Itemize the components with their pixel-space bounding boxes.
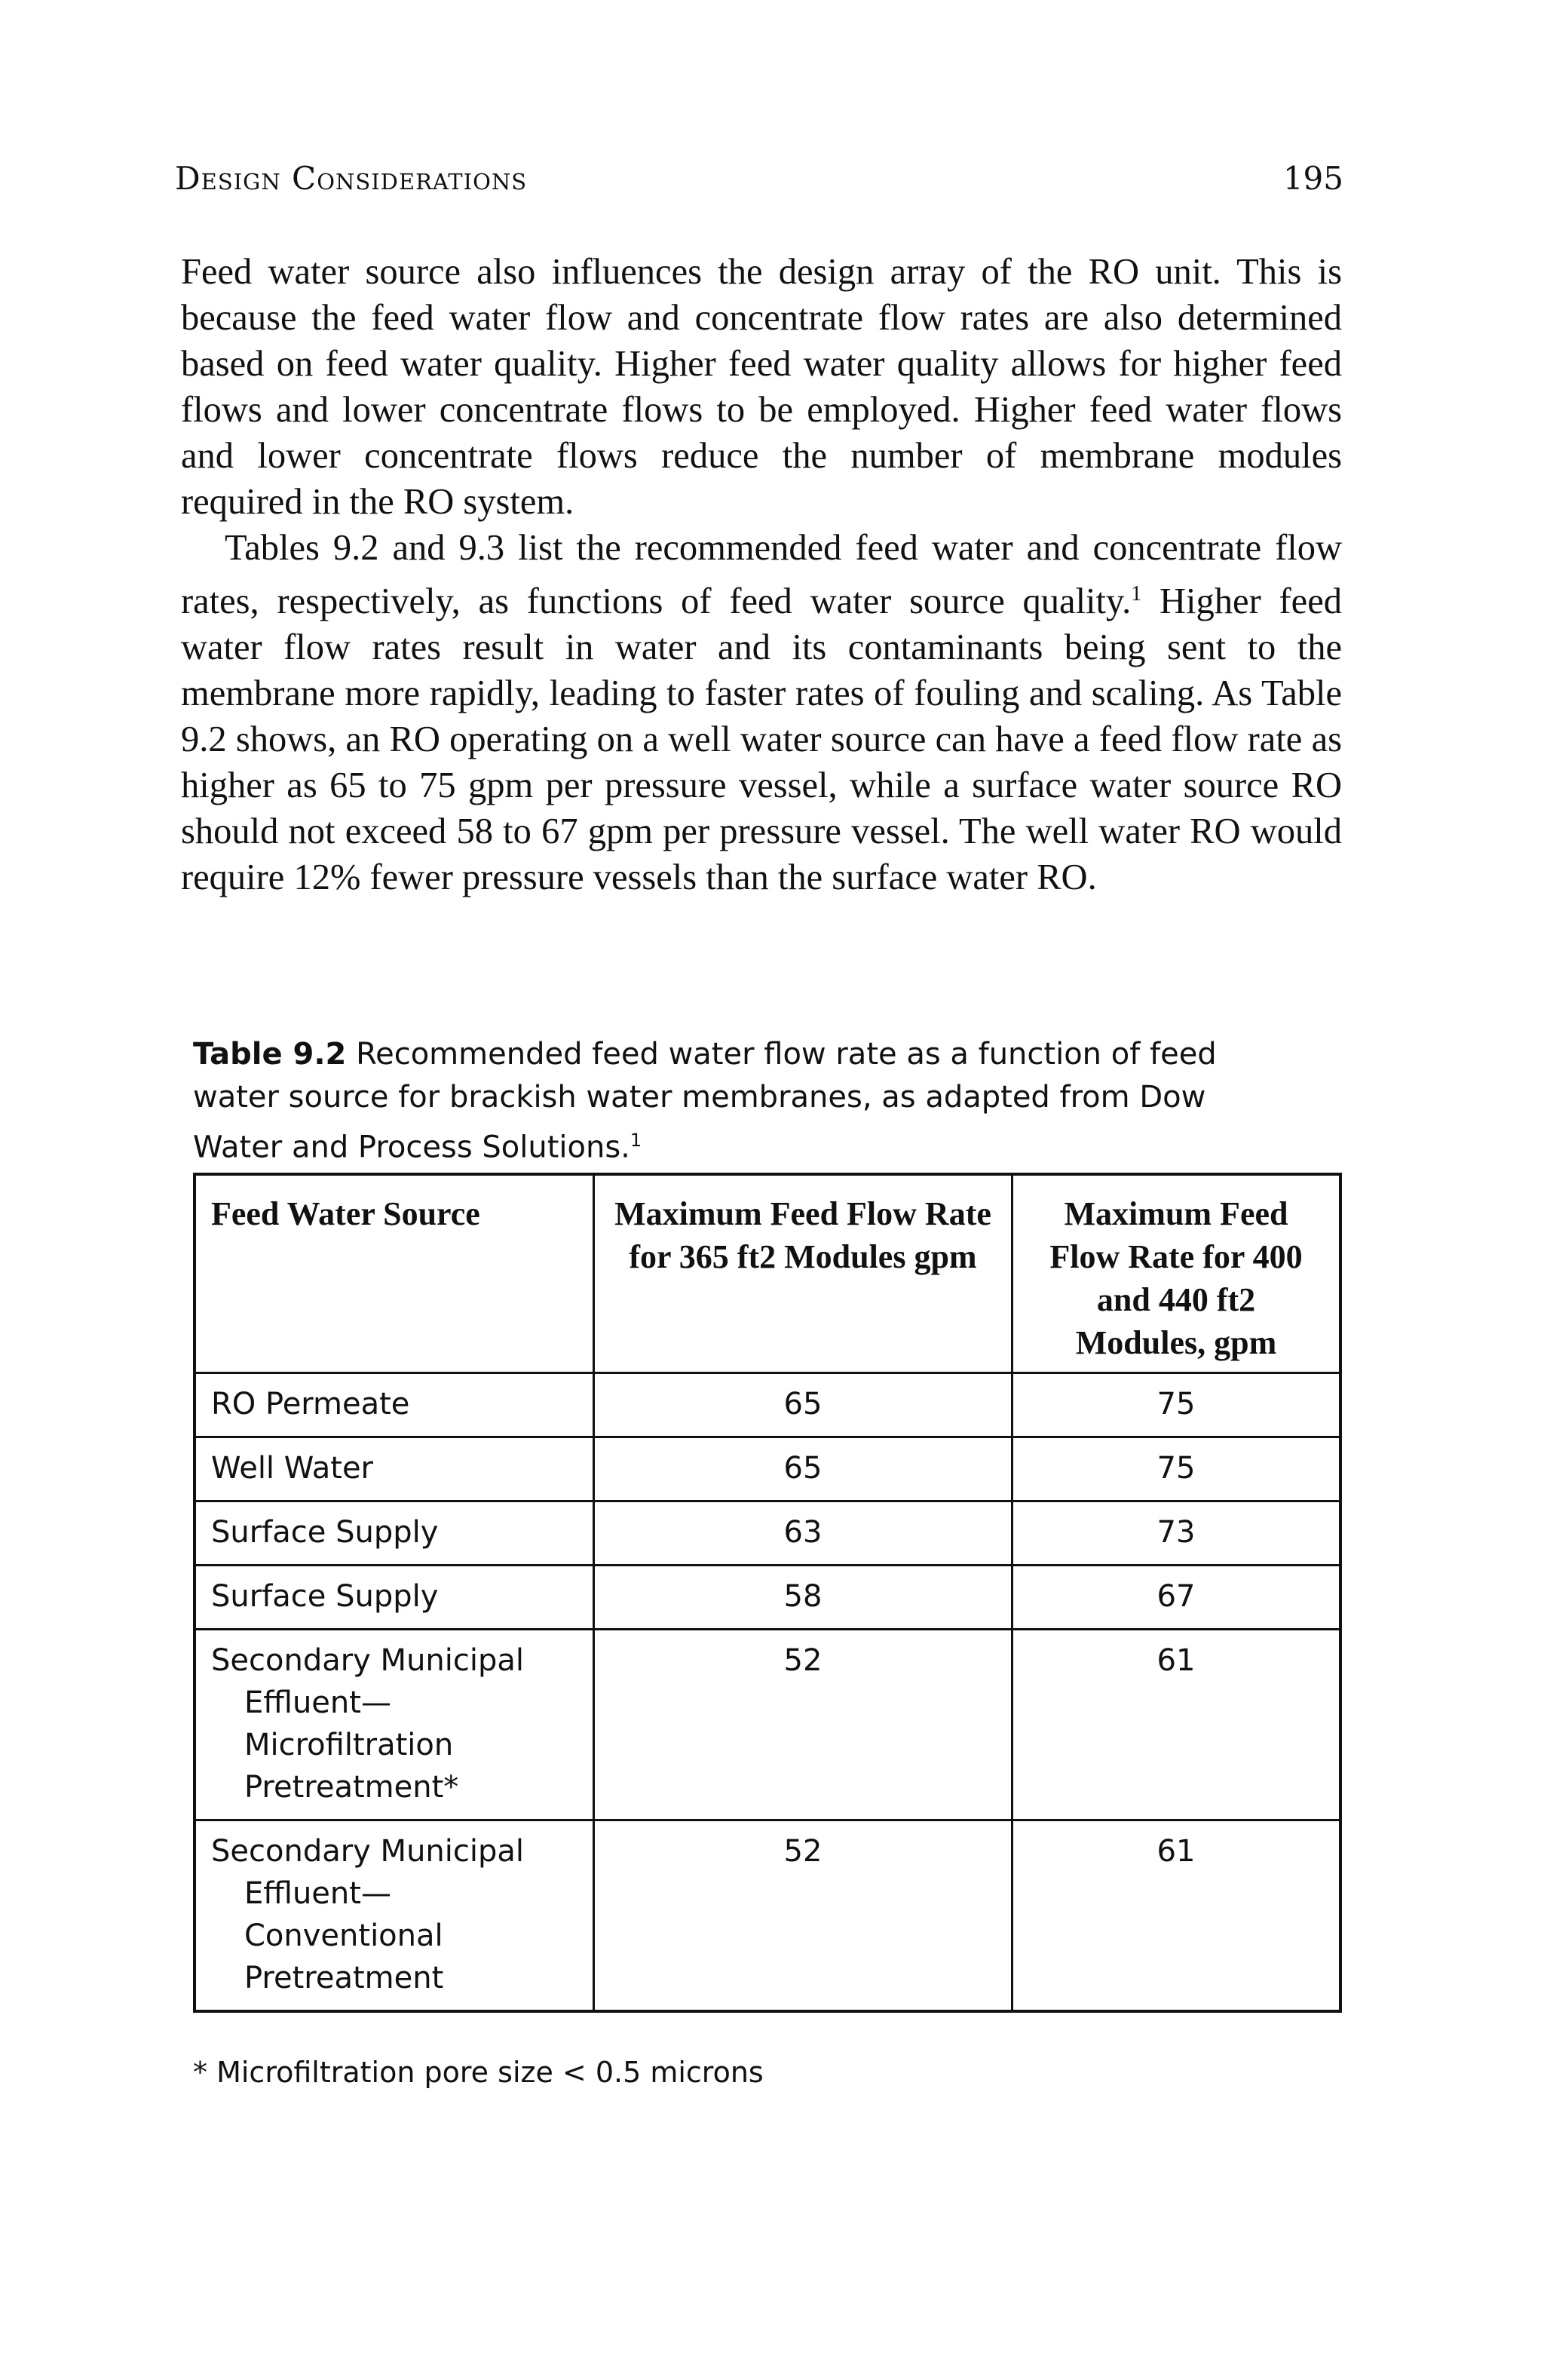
source-name: Surface Supply — [211, 1579, 439, 1614]
cell-flow-400-440: 75 — [1012, 1437, 1341, 1501]
source-name: Well Water — [211, 1451, 373, 1486]
cell-flow-365: 63 — [594, 1501, 1012, 1566]
source-name-continued: Conventional — [244, 1918, 443, 1953]
flow-rate-table — [193, 1173, 1342, 2013]
header-400-440-modules: Maximum Feed Flow Rate for 400 and 440 ft2 Modules, gpm — [1012, 1174, 1341, 1373]
table-row — [195, 1566, 1340, 1630]
cell-feed-water-source — [195, 1373, 594, 1437]
table-footnote: * Microfiltration pore size < 0.5 microns — [193, 2056, 764, 2089]
cell-flow-365: 52 — [594, 1630, 1012, 1820]
running-header — [175, 160, 1343, 205]
body-text — [181, 249, 1342, 900]
table-row — [195, 1437, 1340, 1501]
source-name: Secondary Municipal — [211, 1643, 524, 1678]
header-365-modules: Maximum Feed Flow Rate for 365 ft2 Modules gpm — [594, 1174, 1012, 1373]
cell-flow-400-440: 61 — [1012, 1820, 1341, 2012]
table-caption — [193, 1033, 1279, 1169]
cell-flow-365: 65 — [594, 1373, 1012, 1437]
table-header-row — [195, 1174, 1340, 1373]
cell-flow-400-440: 73 — [1012, 1501, 1341, 1566]
caption-reference-marker: 1 — [630, 1130, 642, 1151]
paragraph-2 — [181, 525, 1342, 900]
table-label: Table 9.2 — [193, 1037, 347, 1072]
table-body — [195, 1373, 1340, 2012]
cell-flow-365: 58 — [594, 1566, 1012, 1630]
page-number: 195 — [1282, 160, 1343, 197]
source-name: RO Permeate — [211, 1387, 410, 1422]
table-container — [193, 1173, 1342, 2013]
cell-feed-water-source — [195, 1501, 594, 1566]
cell-feed-water-source — [195, 1630, 594, 1820]
cell-feed-water-source — [195, 1437, 594, 1501]
table-row — [195, 1630, 1340, 1820]
cell-flow-400-440: 61 — [1012, 1630, 1341, 1820]
cell-flow-400-440: 75 — [1012, 1373, 1341, 1437]
running-title: Design Considerations — [175, 160, 528, 197]
source-name-continued: Effluent— — [244, 1685, 391, 1720]
reference-marker: 1 — [1131, 582, 1142, 606]
source-name-continued: Pretreatment* — [244, 1770, 459, 1805]
cell-feed-water-source — [195, 1566, 594, 1630]
table-row — [195, 1820, 1340, 2012]
cell-feed-water-source — [195, 1820, 594, 2012]
table-row — [195, 1501, 1340, 1566]
paragraph-1: Feed water source also influences the design array of the RO unit. This is because the feed water flow and concentrate flow rates are also determined based on feed water quality. Higher feed water quality allows for higher feed flows and lower concentrate flows to be employed. Higher feed water flows and lower concentrate flows reduce the number of membrane modules required in the RO system. — [181, 252, 1342, 522]
source-name: Surface Supply — [211, 1515, 439, 1550]
paragraph-2-text: Tables 9.2 and 9.3 list the recommended feed water and concentrate flow rates, respectively, as functions of feed water source quality. — [181, 528, 1342, 622]
table-row — [195, 1373, 1340, 1437]
source-name-continued: Microfiltration — [244, 1728, 454, 1762]
cell-flow-365: 52 — [594, 1820, 1012, 2012]
caption-text: Recommended feed water flow rate as a function of feed water source for brackish water membranes, as adapted from Dow Water and Process Solutions. — [193, 1037, 1217, 1165]
cell-flow-400-440: 67 — [1012, 1566, 1341, 1630]
source-name-continued: Pretreatment — [244, 1961, 444, 1995]
header-feed-water-source: Feed Water Source — [195, 1174, 594, 1373]
source-name: Secondary Municipal — [211, 1834, 524, 1869]
cell-flow-365: 65 — [594, 1437, 1012, 1501]
source-name-continued: Effluent— — [244, 1876, 391, 1911]
paragraph-2-continued: Higher feed water flow rates result in water and its contaminants being sent to the membrane more rapidly, leading to faster rates of fouling and scaling. As Table 9.2 shows, an RO operating on a well water source can have a feed flow rate as higher as 65 to 75 gpm per pressure vessel, while a surface water source RO should not exceed 58 to 67 gpm per pressure vessel. The well water RO would require 12% fewer pressure vessels than the surface water RO. — [181, 581, 1342, 898]
